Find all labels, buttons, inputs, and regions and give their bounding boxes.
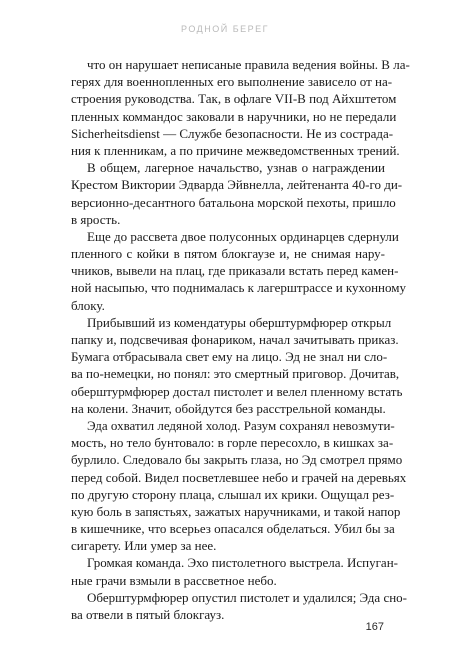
text-line: блоку. <box>71 297 105 313</box>
text-line: папку и, подсвечивая фонариком, начал зачитывать приказ. <box>71 332 399 347</box>
page-number: 167 <box>365 621 384 633</box>
text-line: герях для военнопленных его выполнение зависело от на- <box>71 74 393 90</box>
text-line: мость, но тело бунтовало: в горле пересохло, в кишках за- <box>71 435 394 451</box>
text-line: Еще до рассвета двое полусонных ординарцев сдернули <box>87 228 399 244</box>
running-title: РОДНОЙ БЕРЕГ <box>181 24 269 34</box>
text-line: ва отвели в пятый блокгауз. <box>71 607 225 622</box>
text-line: строения руководства. Так, в офлаге VII-B под Айхштетом <box>71 91 397 107</box>
text-line: Оберштурмфюрер опустил пистолет и удалился; Эда сно- <box>87 589 407 605</box>
paragraph <box>71 228 406 314</box>
text-line: оберштурмфюрер достал пистолет и велел пленному встать <box>71 383 403 399</box>
text-line: Крестом Виктории Эдварда Эйвнелла, лейтенанта 40-го ди- <box>71 177 403 193</box>
text-line: Эда охватил ледяной холод. Разум сохранял невозмути- <box>87 417 395 433</box>
text-line: версионно-десантного батальона морской пехоты, пришло <box>71 194 396 210</box>
text-line: ния к пленникам, а по причине межведомственных трений. <box>71 142 400 158</box>
text-line: ва по-немецки, но понял: это смертный приговор. Дочитав, <box>71 366 400 382</box>
paragraph <box>71 589 407 623</box>
text-line: кую боль в запястьях, зажатых наручниками, и такой напор <box>71 503 401 519</box>
text-line: по другую сторону плаца, слышал их крики. Ощущал рез- <box>71 486 395 502</box>
paragraph <box>71 314 403 417</box>
text-line: перед собой. Видел посветлевшее небо и грачей на деревьях <box>71 469 407 485</box>
text-line: в ярость. <box>71 211 121 227</box>
text-line: Громкая команда. Эхо пистолетного выстрела. Испуган- <box>87 555 398 571</box>
paragraph <box>71 159 403 228</box>
text-line: сигарету. Или умер за нее. <box>71 538 217 554</box>
text-line: Sicherheitsdienst — Службе безопасности. Не из сострада- <box>71 125 394 141</box>
text-line: на колени. Значит, обойдутся без расстрельной команды. <box>71 400 386 416</box>
text-line: бурлило. Следовало бы закрыть глаза, но Эд смотрел прямо <box>71 452 403 468</box>
paragraph <box>71 417 407 555</box>
text-line: пленного с койки в пятом блокгаузе и, не снимая нару- <box>71 246 385 262</box>
text-line: пленных коммандос заковали в наручники, но не передали <box>71 108 397 124</box>
text-line: что он нарушает неписаные правила ведения войны. В ла- <box>87 57 410 72</box>
text-line: в кишечнике, что всерьез опасался обделаться. Убил бы за <box>71 521 395 537</box>
text-line: ной насыпью, что поднималась к лагерштрассе и кухонному <box>71 280 406 296</box>
paragraph <box>71 56 410 159</box>
text-line: В общем, лагерное начальство, узнав о награждении <box>87 160 385 176</box>
text-line: ные грачи взмыли в рассветное небо. <box>71 572 277 588</box>
body-text <box>71 56 410 623</box>
text-line: Бумага отбрасывала свет ему на лицо. Эд не знал ни сло- <box>71 349 388 365</box>
paragraph <box>71 554 398 588</box>
text-line: Прибывший из комендатуры оберштурмфюрер открыл <box>87 314 392 330</box>
text-line: чников, вывели на плац, где приказали встать перед камен- <box>71 263 399 279</box>
